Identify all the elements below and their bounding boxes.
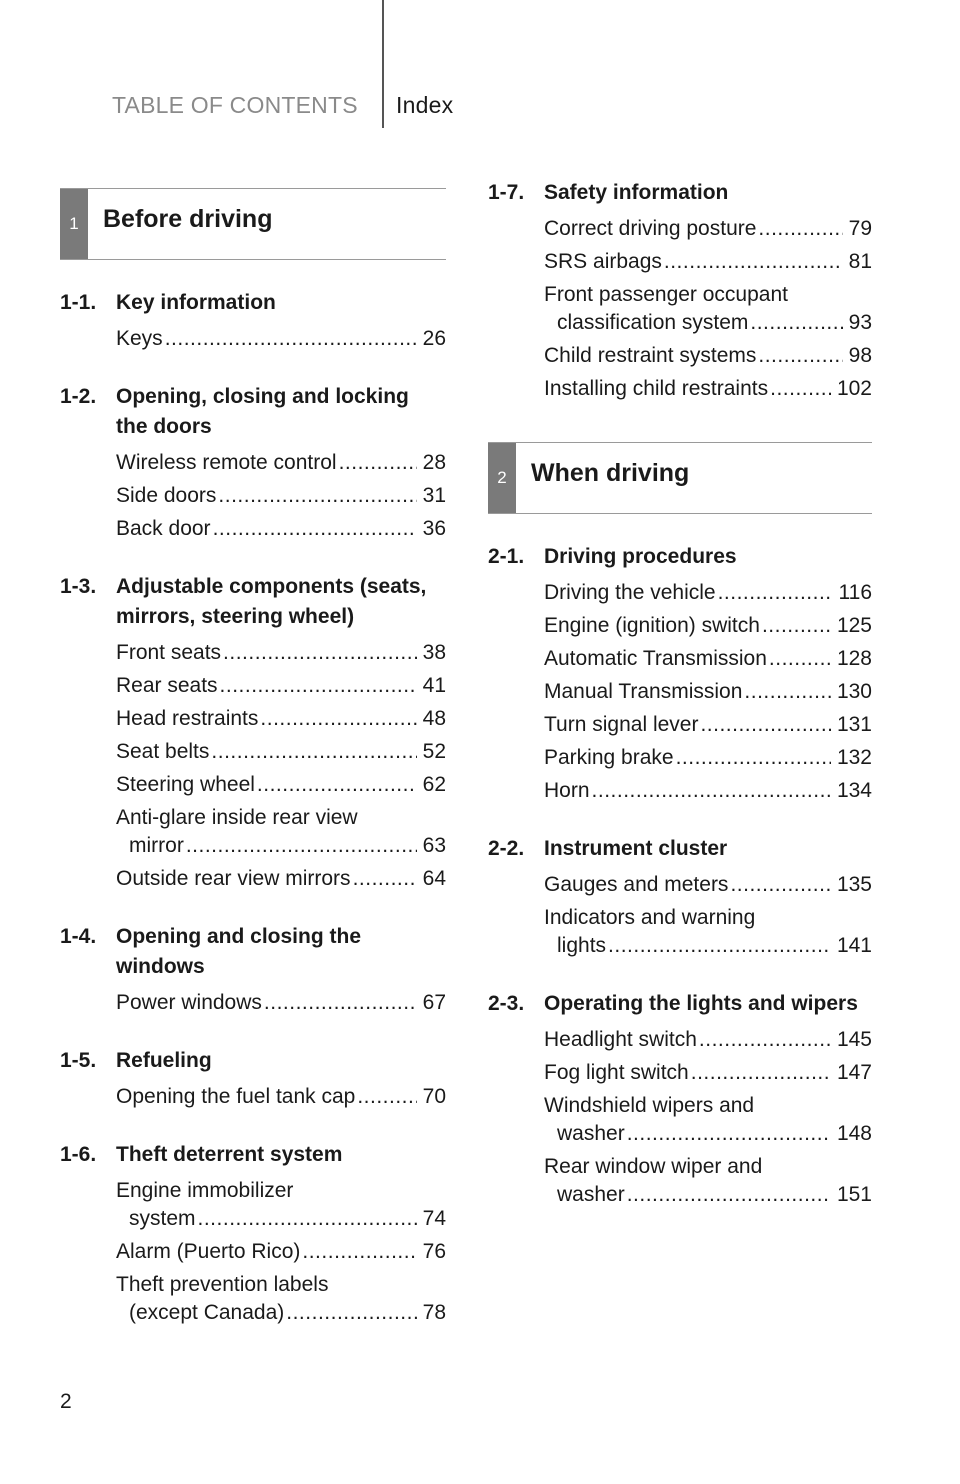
entry-page-number: 116	[838, 581, 872, 604]
toc-section	[488, 834, 872, 963]
toc-entry[interactable]	[116, 513, 446, 546]
toc-entry[interactable]	[116, 802, 446, 863]
dot-leader	[718, 579, 833, 607]
entry-line	[116, 672, 446, 700]
entry-title-line: Rear seats	[116, 674, 218, 697]
entry-title-line: Power windows	[116, 991, 262, 1014]
dot-leader	[758, 215, 842, 243]
toc-entry[interactable]	[116, 1269, 446, 1330]
entry-line	[116, 989, 446, 1017]
dot-leader	[220, 672, 417, 700]
entry-title-line: washer	[557, 1122, 625, 1145]
toc-entry[interactable]	[116, 323, 446, 356]
dot-leader	[213, 515, 417, 543]
entry-page-number: 48	[422, 707, 446, 730]
toc-entry[interactable]	[116, 447, 446, 480]
entry-line	[116, 832, 446, 860]
entry-title-line: Anti-glare inside rear view	[116, 806, 358, 829]
entry-line	[544, 744, 872, 772]
section-number: 2-3.	[488, 992, 525, 1015]
dot-leader	[339, 449, 417, 477]
entry-line	[544, 1026, 872, 1054]
toc-entry[interactable]	[116, 670, 446, 703]
section-title: Theft deterrent system	[116, 1143, 343, 1166]
entry-title-line: lights	[557, 934, 607, 957]
dot-leader	[627, 1120, 831, 1148]
toc-entry[interactable]	[544, 340, 872, 373]
entry-line	[116, 1205, 446, 1233]
section-number: 1-6.	[60, 1143, 97, 1166]
entry-page-number: 151	[836, 1183, 872, 1206]
entry-list	[60, 447, 446, 546]
entry-title-line: Rear window wiper and	[544, 1155, 763, 1178]
toc-section	[60, 1046, 446, 1114]
entry-title-line: mirror	[129, 834, 184, 857]
dot-leader	[357, 1083, 416, 1111]
entry-line	[544, 579, 872, 607]
toc-section	[488, 178, 872, 406]
dot-leader	[730, 871, 831, 899]
entry-page-number: 130	[836, 680, 872, 703]
section-heading[interactable]	[488, 542, 872, 572]
entry-title-line: Theft prevention labels	[116, 1273, 329, 1296]
entry-line	[116, 738, 446, 766]
entry-line	[544, 777, 872, 805]
entry-title-line: SRS airbags	[544, 250, 662, 273]
nav-index-link[interactable]: Index	[396, 92, 454, 118]
entry-title-line: Child restraint systems	[544, 344, 757, 367]
toc-entry[interactable]	[544, 610, 872, 643]
chapter-number: 2	[488, 443, 516, 513]
entry-title-line: Parking brake	[544, 746, 674, 769]
dot-leader	[592, 777, 831, 805]
entry-title-line: washer	[557, 1183, 625, 1206]
entry-title-line: system	[129, 1207, 196, 1230]
entry-line	[116, 865, 446, 893]
entry-page-number: 141	[836, 934, 872, 957]
entry-page-number: 98	[848, 344, 872, 367]
entry-page-number: 147	[836, 1061, 872, 1084]
nav-divider	[382, 0, 384, 128]
section-number: 2-2.	[488, 837, 525, 860]
dot-leader	[218, 482, 416, 510]
section-number: 1-1.	[60, 291, 97, 314]
section-heading[interactable]	[488, 834, 872, 864]
entry-title-line: Correct driving posture	[544, 217, 757, 240]
entry-page-number: 76	[422, 1240, 446, 1263]
toc-entry[interactable]	[544, 213, 872, 246]
toc-entry[interactable]	[116, 1175, 446, 1236]
entry-page-number: 125	[836, 614, 872, 637]
entry-line	[544, 248, 872, 276]
entry-page-number: 62	[422, 773, 446, 796]
dot-leader	[762, 612, 831, 640]
entry-title-line: Seat belts	[116, 740, 210, 763]
entry-title-line: Front passenger occupant	[544, 283, 788, 306]
entry-page-number: 74	[422, 1207, 446, 1230]
page-number: 2	[60, 1390, 72, 1413]
toc-entry[interactable]	[544, 643, 872, 676]
dot-leader	[211, 738, 416, 766]
section-number: 1-7.	[488, 181, 525, 204]
entry-title-line: Opening the fuel tank cap	[116, 1085, 356, 1108]
entry-line	[116, 639, 446, 667]
toc-entry[interactable]	[544, 1024, 872, 1057]
entry-line	[544, 375, 872, 403]
entry-page-number: 81	[848, 250, 872, 273]
dot-leader	[608, 932, 831, 960]
toc-entry[interactable]	[116, 637, 446, 670]
entry-page-number: 134	[836, 779, 872, 802]
left-column	[60, 188, 446, 1356]
entry-page-number: 26	[422, 327, 446, 350]
toc-entry[interactable]	[544, 577, 872, 610]
dot-leader	[198, 1205, 417, 1233]
entry-page-number: 41	[422, 674, 446, 697]
entry-page-number: 64	[422, 867, 446, 890]
entry-title-line: Engine (ignition) switch	[544, 614, 760, 637]
entry-title-line: Installing child restraints	[544, 377, 769, 400]
dot-leader	[257, 771, 417, 799]
toc-entry[interactable]	[544, 373, 872, 406]
nav-table-of-contents-link[interactable]: TABLE OF CONTENTS	[112, 92, 358, 118]
toc-entry[interactable]	[544, 1090, 872, 1151]
section-title: Adjustable components (seats, mirrors, steering wheel)	[116, 575, 427, 628]
entry-line	[544, 711, 872, 739]
entry-page-number: 148	[836, 1122, 872, 1145]
entry-title-line: Fog light switch	[544, 1061, 689, 1084]
dot-leader	[758, 342, 842, 370]
toc-entry[interactable]	[116, 736, 446, 769]
section-title: Safety information	[544, 181, 729, 204]
toc-section	[60, 288, 446, 356]
dot-leader	[353, 865, 417, 893]
toc-entry[interactable]	[116, 769, 446, 802]
entry-page-number: 28	[422, 451, 446, 474]
entry-title-line: Indicators and warning	[544, 906, 756, 929]
chapter-header	[488, 442, 872, 514]
section-heading[interactable]	[60, 1140, 446, 1170]
right-column	[488, 178, 872, 1238]
toc-entry[interactable]	[116, 1236, 446, 1269]
toc-entry[interactable]	[544, 742, 872, 775]
toc-entry[interactable]	[116, 863, 446, 896]
section-heading[interactable]	[60, 572, 446, 632]
section-number: 1-3.	[60, 575, 97, 598]
dot-leader	[769, 645, 831, 673]
entry-title-line: Back door	[116, 517, 211, 540]
dot-leader	[744, 678, 831, 706]
section-heading[interactable]	[60, 288, 446, 318]
entry-title-line: Side doors	[116, 484, 217, 507]
dot-leader	[186, 832, 417, 860]
entry-line	[116, 449, 446, 477]
entry-line	[116, 1083, 446, 1111]
entry-list	[488, 869, 872, 963]
entry-list	[488, 213, 872, 406]
section-heading[interactable]	[60, 382, 446, 442]
entry-line	[544, 871, 872, 899]
dot-leader	[699, 1026, 831, 1054]
entry-list	[60, 987, 446, 1020]
entry-line	[116, 1238, 446, 1266]
entry-page-number: 36	[422, 517, 446, 540]
entry-page-number: 79	[848, 217, 872, 240]
toc-entry[interactable]	[544, 1057, 872, 1090]
entry-line	[544, 1120, 872, 1148]
toc-entry[interactable]	[544, 869, 872, 902]
section-title: Refueling	[116, 1049, 212, 1072]
entry-page-number: 38	[422, 641, 446, 664]
toc-entry[interactable]	[544, 775, 872, 808]
dot-leader	[264, 989, 417, 1017]
entry-line	[544, 612, 872, 640]
entry-line	[544, 309, 872, 337]
entry-title-line: Gauges and meters	[544, 873, 729, 896]
entry-line	[544, 932, 872, 960]
entry-list	[488, 1024, 872, 1212]
entry-title-line: (except Canada)	[129, 1301, 285, 1324]
entry-line	[116, 482, 446, 510]
toc-entry[interactable]	[544, 246, 872, 279]
entry-line	[544, 645, 872, 673]
section-number: 2-1.	[488, 545, 525, 568]
toc-entry[interactable]	[116, 1081, 446, 1114]
entry-page-number: 135	[836, 873, 872, 896]
dot-leader	[627, 1181, 831, 1209]
section-number: 1-4.	[60, 925, 97, 948]
entry-line	[544, 1181, 872, 1209]
section-number: 1-2.	[60, 385, 97, 408]
toc-section	[60, 382, 446, 546]
entry-page-number: 70	[422, 1085, 446, 1108]
entry-list	[60, 1081, 446, 1114]
entry-title-line: Keys	[116, 327, 163, 350]
entry-page-number: 102	[836, 377, 872, 400]
entry-list	[60, 323, 446, 356]
entry-title-line: Wireless remote control	[116, 451, 337, 474]
entry-title-line: Front seats	[116, 641, 222, 664]
dot-leader	[676, 744, 831, 772]
entry-line	[116, 515, 446, 543]
entry-line	[116, 325, 446, 353]
toc-entry[interactable]	[544, 709, 872, 742]
entry-title-line: Windshield wipers and	[544, 1094, 755, 1117]
dot-leader	[750, 309, 842, 337]
entry-title-line: Driving the vehicle	[544, 581, 716, 604]
entry-page-number: 63	[422, 834, 446, 857]
chapter-title: When driving	[531, 459, 690, 487]
entry-line	[544, 215, 872, 243]
toc-entry[interactable]	[544, 279, 872, 340]
entry-line	[544, 1059, 872, 1087]
toc-section	[488, 542, 872, 808]
section-title: Opening, closing and locking the doors	[116, 385, 409, 438]
entry-title-line: Outside rear view mirrors	[116, 867, 351, 890]
entry-line	[116, 771, 446, 799]
entry-title-line: Turn signal lever	[544, 713, 699, 736]
toc-entry[interactable]	[116, 480, 446, 513]
section-title: Instrument cluster	[544, 837, 728, 860]
entry-page-number: 78	[422, 1301, 446, 1324]
entry-list	[488, 577, 872, 808]
entry-page-number: 132	[836, 746, 872, 769]
dot-leader	[286, 1299, 416, 1327]
dot-leader	[260, 705, 416, 733]
dot-leader	[691, 1059, 831, 1087]
chapter-number: 1	[60, 189, 88, 259]
entry-list	[60, 1175, 446, 1330]
dot-leader	[223, 639, 417, 667]
entry-title-line: Steering wheel	[116, 773, 255, 796]
dot-leader	[770, 375, 831, 403]
section-heading[interactable]	[60, 922, 446, 982]
section-heading[interactable]	[488, 178, 872, 208]
section-heading[interactable]	[488, 989, 872, 1019]
entry-title-line: Alarm (Puerto Rico)	[116, 1240, 301, 1263]
section-heading[interactable]	[60, 1046, 446, 1076]
entry-list	[60, 637, 446, 896]
toc-section	[60, 1140, 446, 1330]
entry-title-line: Horn	[544, 779, 590, 802]
section-title: Opening and closing the windows	[116, 925, 362, 978]
entry-page-number: 93	[848, 311, 872, 334]
toc-entry[interactable]	[544, 902, 872, 963]
entry-line	[544, 342, 872, 370]
entry-title-line: Automatic Transmission	[544, 647, 767, 670]
entry-page-number: 52	[422, 740, 446, 763]
entry-title-line: Head restraints	[116, 707, 259, 730]
toc-section	[60, 572, 446, 896]
section-title: Operating the lights and wipers	[544, 992, 858, 1015]
top-navigation	[0, 0, 960, 130]
section-number: 1-5.	[60, 1049, 97, 1072]
entry-title-line: Engine immobilizer	[116, 1179, 294, 1202]
chapter-header	[60, 188, 446, 260]
dot-leader	[700, 711, 830, 739]
dot-leader	[664, 248, 843, 276]
entry-line	[544, 678, 872, 706]
dot-leader	[302, 1238, 416, 1266]
toc-entry[interactable]	[544, 1151, 872, 1212]
entry-page-number: 131	[836, 713, 872, 736]
entry-page-number: 145	[836, 1028, 872, 1051]
toc-entry[interactable]	[544, 676, 872, 709]
toc-section	[60, 922, 446, 1020]
entry-line	[116, 705, 446, 733]
entry-title-line: classification system	[557, 311, 749, 334]
chapter-title: Before driving	[103, 205, 273, 233]
toc-section	[488, 989, 872, 1212]
toc-entry[interactable]	[116, 987, 446, 1020]
entry-title-line: Manual Transmission	[544, 680, 743, 703]
section-title: Key information	[116, 291, 276, 314]
toc-entry[interactable]	[116, 703, 446, 736]
entry-page-number: 67	[422, 991, 446, 1014]
dot-leader	[165, 325, 417, 353]
section-title: Driving procedures	[544, 545, 737, 568]
entry-page-number: 128	[836, 647, 872, 670]
entry-line	[116, 1299, 446, 1327]
entry-page-number: 31	[422, 484, 446, 507]
entry-title-line: Headlight switch	[544, 1028, 697, 1051]
